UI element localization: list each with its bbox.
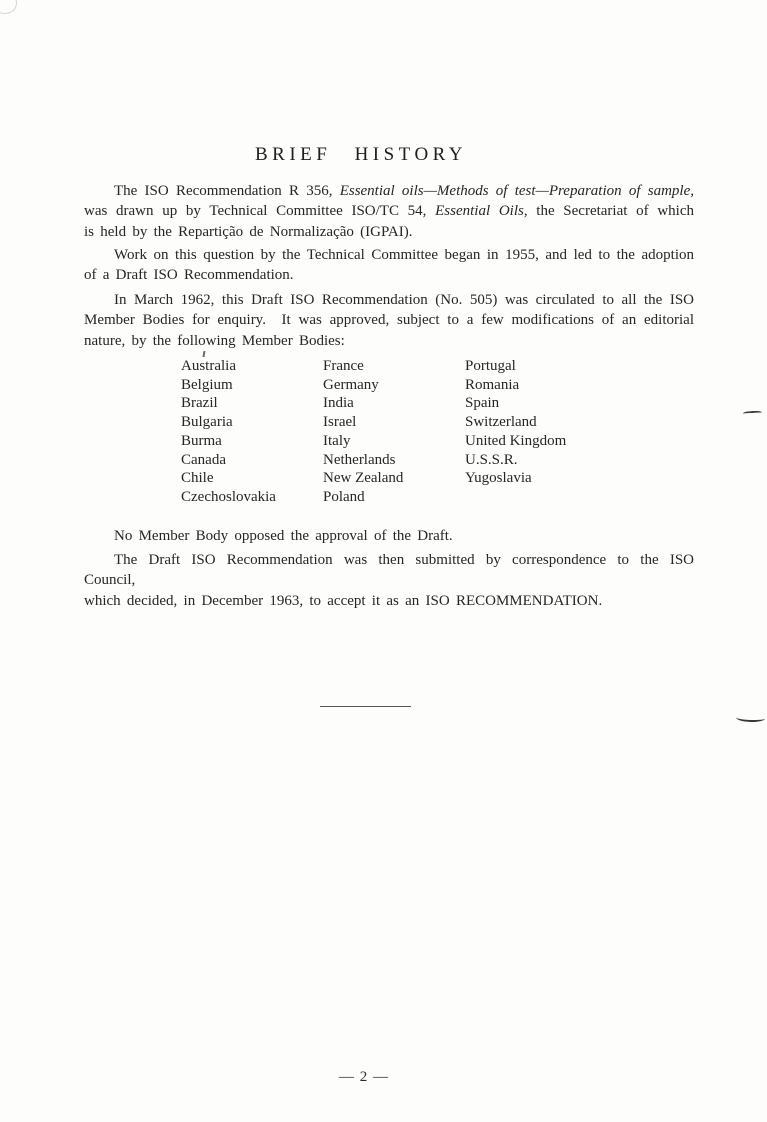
text-line: which decided, in December 1963, to accept it as an ISO RECOMMENDATION.: [84, 592, 603, 609]
text-line: nature, by the following Member Bodies:: [84, 332, 345, 349]
paragraph-no-opposition: [84, 526, 694, 546]
page-title: BRIEF HISTORY: [254, 143, 468, 165]
member-column-2: [323, 357, 473, 507]
text-line: Member Bodies for enquiry. It was approved, subject to a few modifications of an editorial: [84, 312, 694, 329]
text-line: Work on this question by the Technical Committee began in 1955, and led to the adoption: [114, 247, 694, 263]
scan-artifact-corner: [0, 0, 17, 14]
member-body-item: Germany: [323, 376, 379, 393]
paragraph-work-began: [84, 245, 694, 286]
member-body-item: Burma: [181, 432, 222, 449]
member-body-item: Netherlands: [323, 451, 396, 468]
member-body-item: Portugal: [465, 358, 516, 374]
member-body-item: Brazil: [181, 395, 218, 412]
member-column-1: [181, 357, 331, 507]
member-body-item: Belgium: [181, 376, 233, 393]
member-body-item: United Kingdom: [465, 432, 567, 449]
scan-artifact-margin-dash-2: [736, 713, 765, 722]
member-body-item: Romania: [465, 376, 520, 393]
section-divider: [320, 706, 411, 707]
member-body-item: Israel: [323, 414, 357, 431]
member-body-item: Bulgaria: [181, 414, 233, 431]
paragraph-circulation: [84, 290, 694, 351]
member-body-item: Canada: [181, 451, 226, 468]
text-line: In March 1962, this Draft ISO Recommendation (No. 505) was circulated to all the ISO: [114, 292, 694, 308]
member-body-item: U.S.S.R.: [465, 451, 518, 468]
page-number: — 2 —: [339, 1069, 389, 1085]
paragraph-council-decision: [84, 550, 694, 611]
paragraph-recommendation-origin: [84, 181, 694, 242]
member-body-item: Poland: [323, 488, 365, 505]
member-body-item: Chile: [181, 470, 214, 487]
member-body-item: New Zealand: [323, 470, 404, 487]
member-body-item: Italy: [323, 432, 351, 449]
member-body-item: Spain: [465, 395, 500, 412]
member-column-3: [465, 357, 615, 488]
text-line: of a Draft ISO Recommendation.: [84, 267, 294, 284]
member-body-item: Australia: [181, 358, 236, 374]
member-bodies-list: [0, 357, 767, 517]
member-body-item: Switzerland: [465, 414, 537, 431]
member-body-item: India: [323, 395, 354, 412]
text-line: is held by the Repartição de Normalização (IGPAI).: [84, 223, 413, 240]
text-line: The ISO Recommendation R 356, Essential oils—Methods of test—Preparation of sample,: [114, 183, 694, 199]
member-body-item: Czechoslovakia: [181, 488, 276, 505]
member-body-item: France: [323, 358, 364, 374]
text-line: The Draft ISO Recommendation was then submitted by correspondence to the ISO Council,: [84, 552, 694, 589]
text-line: No Member Body opposed the approval of the Draft.: [114, 528, 453, 544]
text-line: was drawn up by Technical Committee ISO/TC 54, Essential Oils, the Secretariat of which: [84, 203, 694, 220]
member-body-item: Yugoslavia: [465, 470, 532, 487]
